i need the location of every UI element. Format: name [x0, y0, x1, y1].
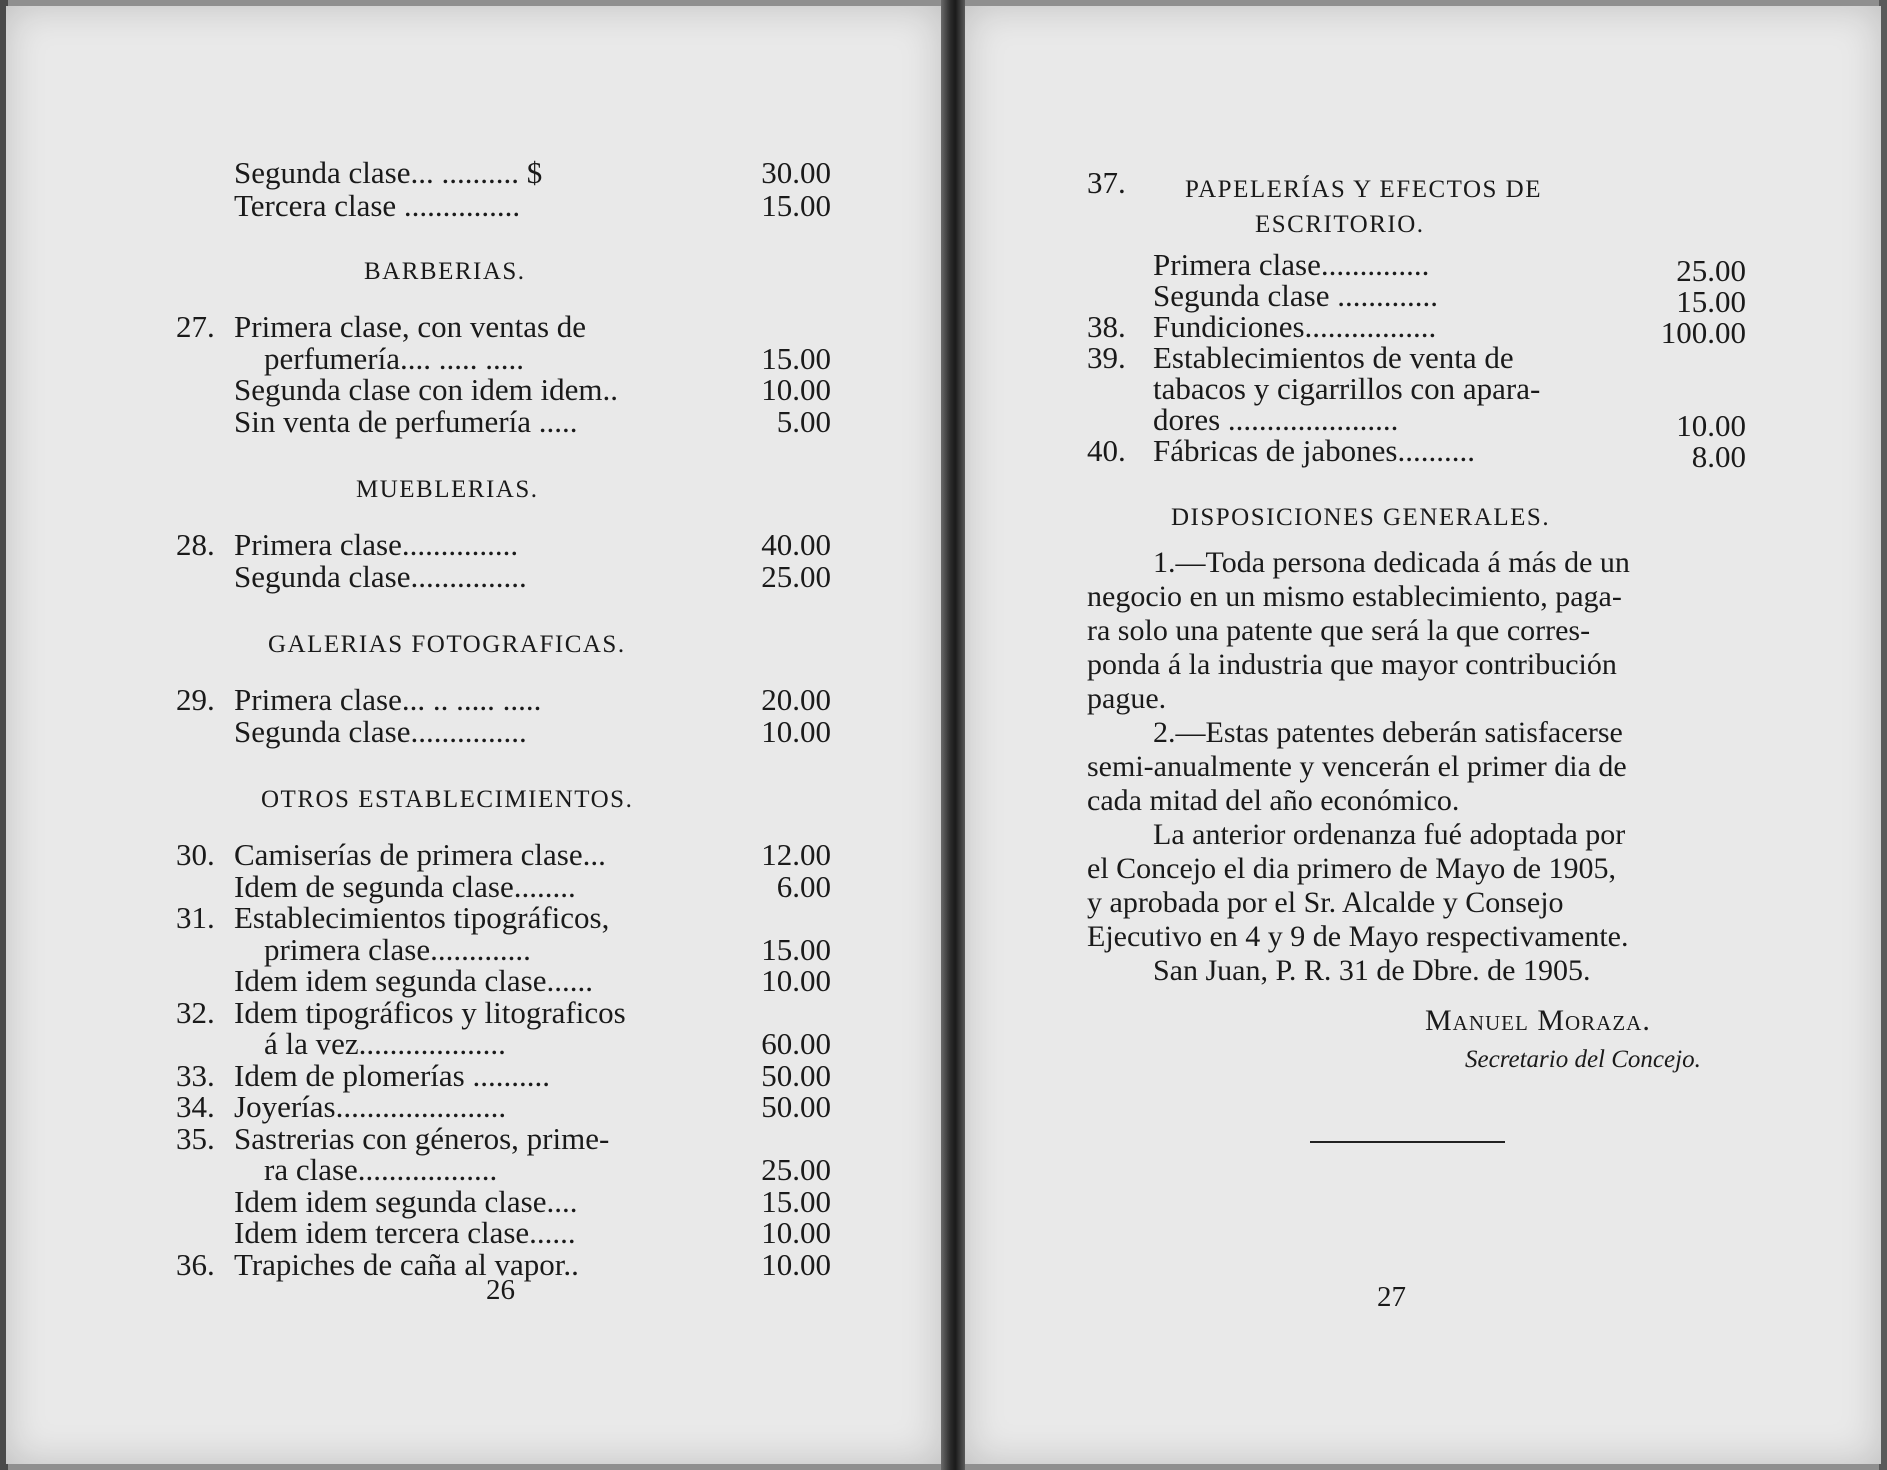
row-amount: 8.00: [1691, 439, 1746, 474]
row-amount: 10.00: [761, 1215, 831, 1250]
item-number: 27.: [176, 309, 215, 344]
row-label: Trapiches de caña al vapor..: [234, 1246, 579, 1282]
item-number: 28.: [176, 527, 215, 562]
paragraph-line: La anterior ordenanza fué adoptada por: [1153, 818, 1626, 851]
item-number-37: 37.: [1087, 165, 1126, 200]
row-label: Joyerías......................: [234, 1089, 507, 1124]
closing-rule: [1310, 1141, 1505, 1143]
paragraph-line: cada mitad del año económico.: [1087, 784, 1460, 817]
item-number: 29.: [176, 682, 215, 717]
item-number: 33.: [176, 1057, 215, 1093]
row-label: dores ......................: [1153, 402, 1399, 437]
item-number: 35.: [176, 1120, 215, 1156]
row-label: Idem de plomerías ..........: [234, 1057, 550, 1093]
paragraph-line: San Juan, P. R. 31 de Dbre. de 1905.: [1153, 954, 1591, 987]
row-amount: 25.00: [761, 558, 831, 594]
section-heading: MUEBLERIAS.: [356, 476, 539, 503]
paragraph-line: ra solo una patente que será la que corres-: [1087, 614, 1591, 647]
item-37-heading-line2: ESCRITORIO.: [1255, 211, 1425, 238]
row-amount: 12.00: [761, 837, 831, 872]
paragraph-line: negocio en un mismo establecimiento, paga-: [1087, 580, 1622, 613]
row-amount: 10.00: [761, 963, 831, 998]
item-number: 31.: [176, 900, 215, 935]
row-label: Establecimientos de venta de: [1153, 340, 1514, 375]
row-amount: 15.00: [1676, 284, 1746, 319]
row-label: Idem idem segunda clase....: [234, 1183, 578, 1219]
row-amount: 50.00: [761, 1089, 831, 1124]
row-amount: 40.00: [761, 527, 831, 562]
row-label: Segunda clase con idem idem..: [234, 372, 618, 407]
row-amount: 50.00: [761, 1057, 831, 1093]
row-label: Segunda clase .............: [1153, 278, 1438, 313]
item-37-heading-line1: PAPELERÍAS Y EFECTOS DE: [1185, 176, 1543, 203]
page-number-right: 27: [1377, 1281, 1406, 1313]
row-amount: 60.00: [761, 1026, 831, 1061]
row-label: Idem de segunda clase........: [234, 868, 576, 904]
row-amount: 15.00: [761, 1183, 831, 1219]
row-label: Primera clase...............: [234, 527, 519, 562]
row-amount: 10.00: [761, 372, 831, 407]
paragraph-line: 2.—Estas patentes deberán satisfacerse: [1153, 716, 1623, 749]
row-amount: 15.00: [761, 931, 831, 967]
row-label: Sastrerias con géneros, prime-: [234, 1120, 610, 1156]
row-label: Segunda clase...............: [234, 558, 527, 594]
row-label: Fábricas de jabones..........: [1153, 433, 1475, 468]
row-label: ra clase..................: [264, 1152, 498, 1187]
book-gutter: [941, 0, 965, 1470]
paragraph-line: Ejecutivo en 4 y 9 de Mayo respectivamente.: [1087, 920, 1629, 953]
row-label: Camiserías de primera clase...: [234, 837, 606, 872]
row-label: Primera clase... .. ..... .....: [234, 682, 542, 717]
row-amount: 15.00: [761, 188, 831, 223]
row-label: primera clase.............: [264, 931, 531, 967]
section-heading: BARBERIAS.: [364, 258, 526, 285]
row-amount: 15.00: [761, 340, 831, 376]
signature-name: Manuel Moraza.: [1425, 1004, 1651, 1037]
row-amount: 10.00: [761, 713, 831, 749]
paragraph-line: pague.: [1087, 682, 1167, 715]
item-number: 36.: [176, 1246, 215, 1282]
row-amount: 10.00: [761, 1246, 831, 1282]
row-amount: 30.00: [761, 155, 831, 190]
item-number: 40.: [1087, 433, 1126, 468]
row-label: Tercera clase ...............: [234, 188, 521, 223]
row-amount: 6.00: [776, 868, 831, 904]
section-heading: OTROS ESTABLECIMIENTOS.: [261, 786, 634, 813]
row-label: perfumería.... ..... .....: [264, 340, 524, 376]
item-number: 32.: [176, 994, 215, 1030]
item-number: 30.: [176, 837, 215, 872]
row-label: Idem idem segunda clase......: [234, 963, 593, 998]
right-page: [965, 6, 1881, 1464]
row-label: Primera clase, con ventas de: [234, 309, 587, 344]
row-label: Segunda clase...............: [234, 713, 527, 749]
item-number: 39.: [1087, 340, 1126, 375]
row-label: Segunda clase... .......... $: [234, 155, 543, 190]
row-label: tabacos y cigarrillos con apara-: [1153, 371, 1541, 406]
row-label: Establecimientos tipográficos,: [234, 900, 610, 935]
row-amount: 20.00: [761, 682, 831, 717]
section-heading: GALERIAS FOTOGRAFICAS.: [268, 631, 626, 658]
signature-title: Secretario del Concejo.: [1465, 1046, 1701, 1073]
row-amount: 5.00: [776, 403, 831, 439]
row-label: á la vez...................: [264, 1026, 506, 1061]
page-number-left: 26: [486, 1274, 515, 1306]
row-label: Primera clase..............: [1153, 247, 1430, 282]
paragraph-line: 1.—Toda persona dedicada á más de un: [1153, 546, 1630, 579]
row-amount: 100.00: [1660, 315, 1746, 350]
row-amount: 10.00: [1676, 408, 1746, 443]
paragraph-line: el Concejo el dia primero de Mayo de 1905,: [1087, 852, 1617, 885]
general-provisions-heading: DISPOSICIONES GENERALES.: [1171, 504, 1551, 531]
item-number: 34.: [176, 1089, 215, 1124]
row-amount: 25.00: [761, 1152, 831, 1187]
row-label: Idem idem tercera clase......: [234, 1215, 576, 1250]
paragraph-line: semi-anualmente y vencerán el primer dia de: [1087, 750, 1627, 783]
row-label: Idem tipográficos y litograficos: [234, 994, 626, 1030]
paragraph-line: ponda á la industria que mayor contribución: [1087, 648, 1617, 681]
row-label: Fundiciones.................: [1153, 309, 1437, 344]
left-page: [6, 6, 941, 1464]
item-number: 38.: [1087, 309, 1126, 344]
row-label: Sin venta de perfumería .....: [234, 403, 578, 439]
paragraph-line: y aprobada por el Sr. Alcalde y Consejo: [1087, 886, 1564, 919]
row-amount: 25.00: [1676, 253, 1746, 288]
